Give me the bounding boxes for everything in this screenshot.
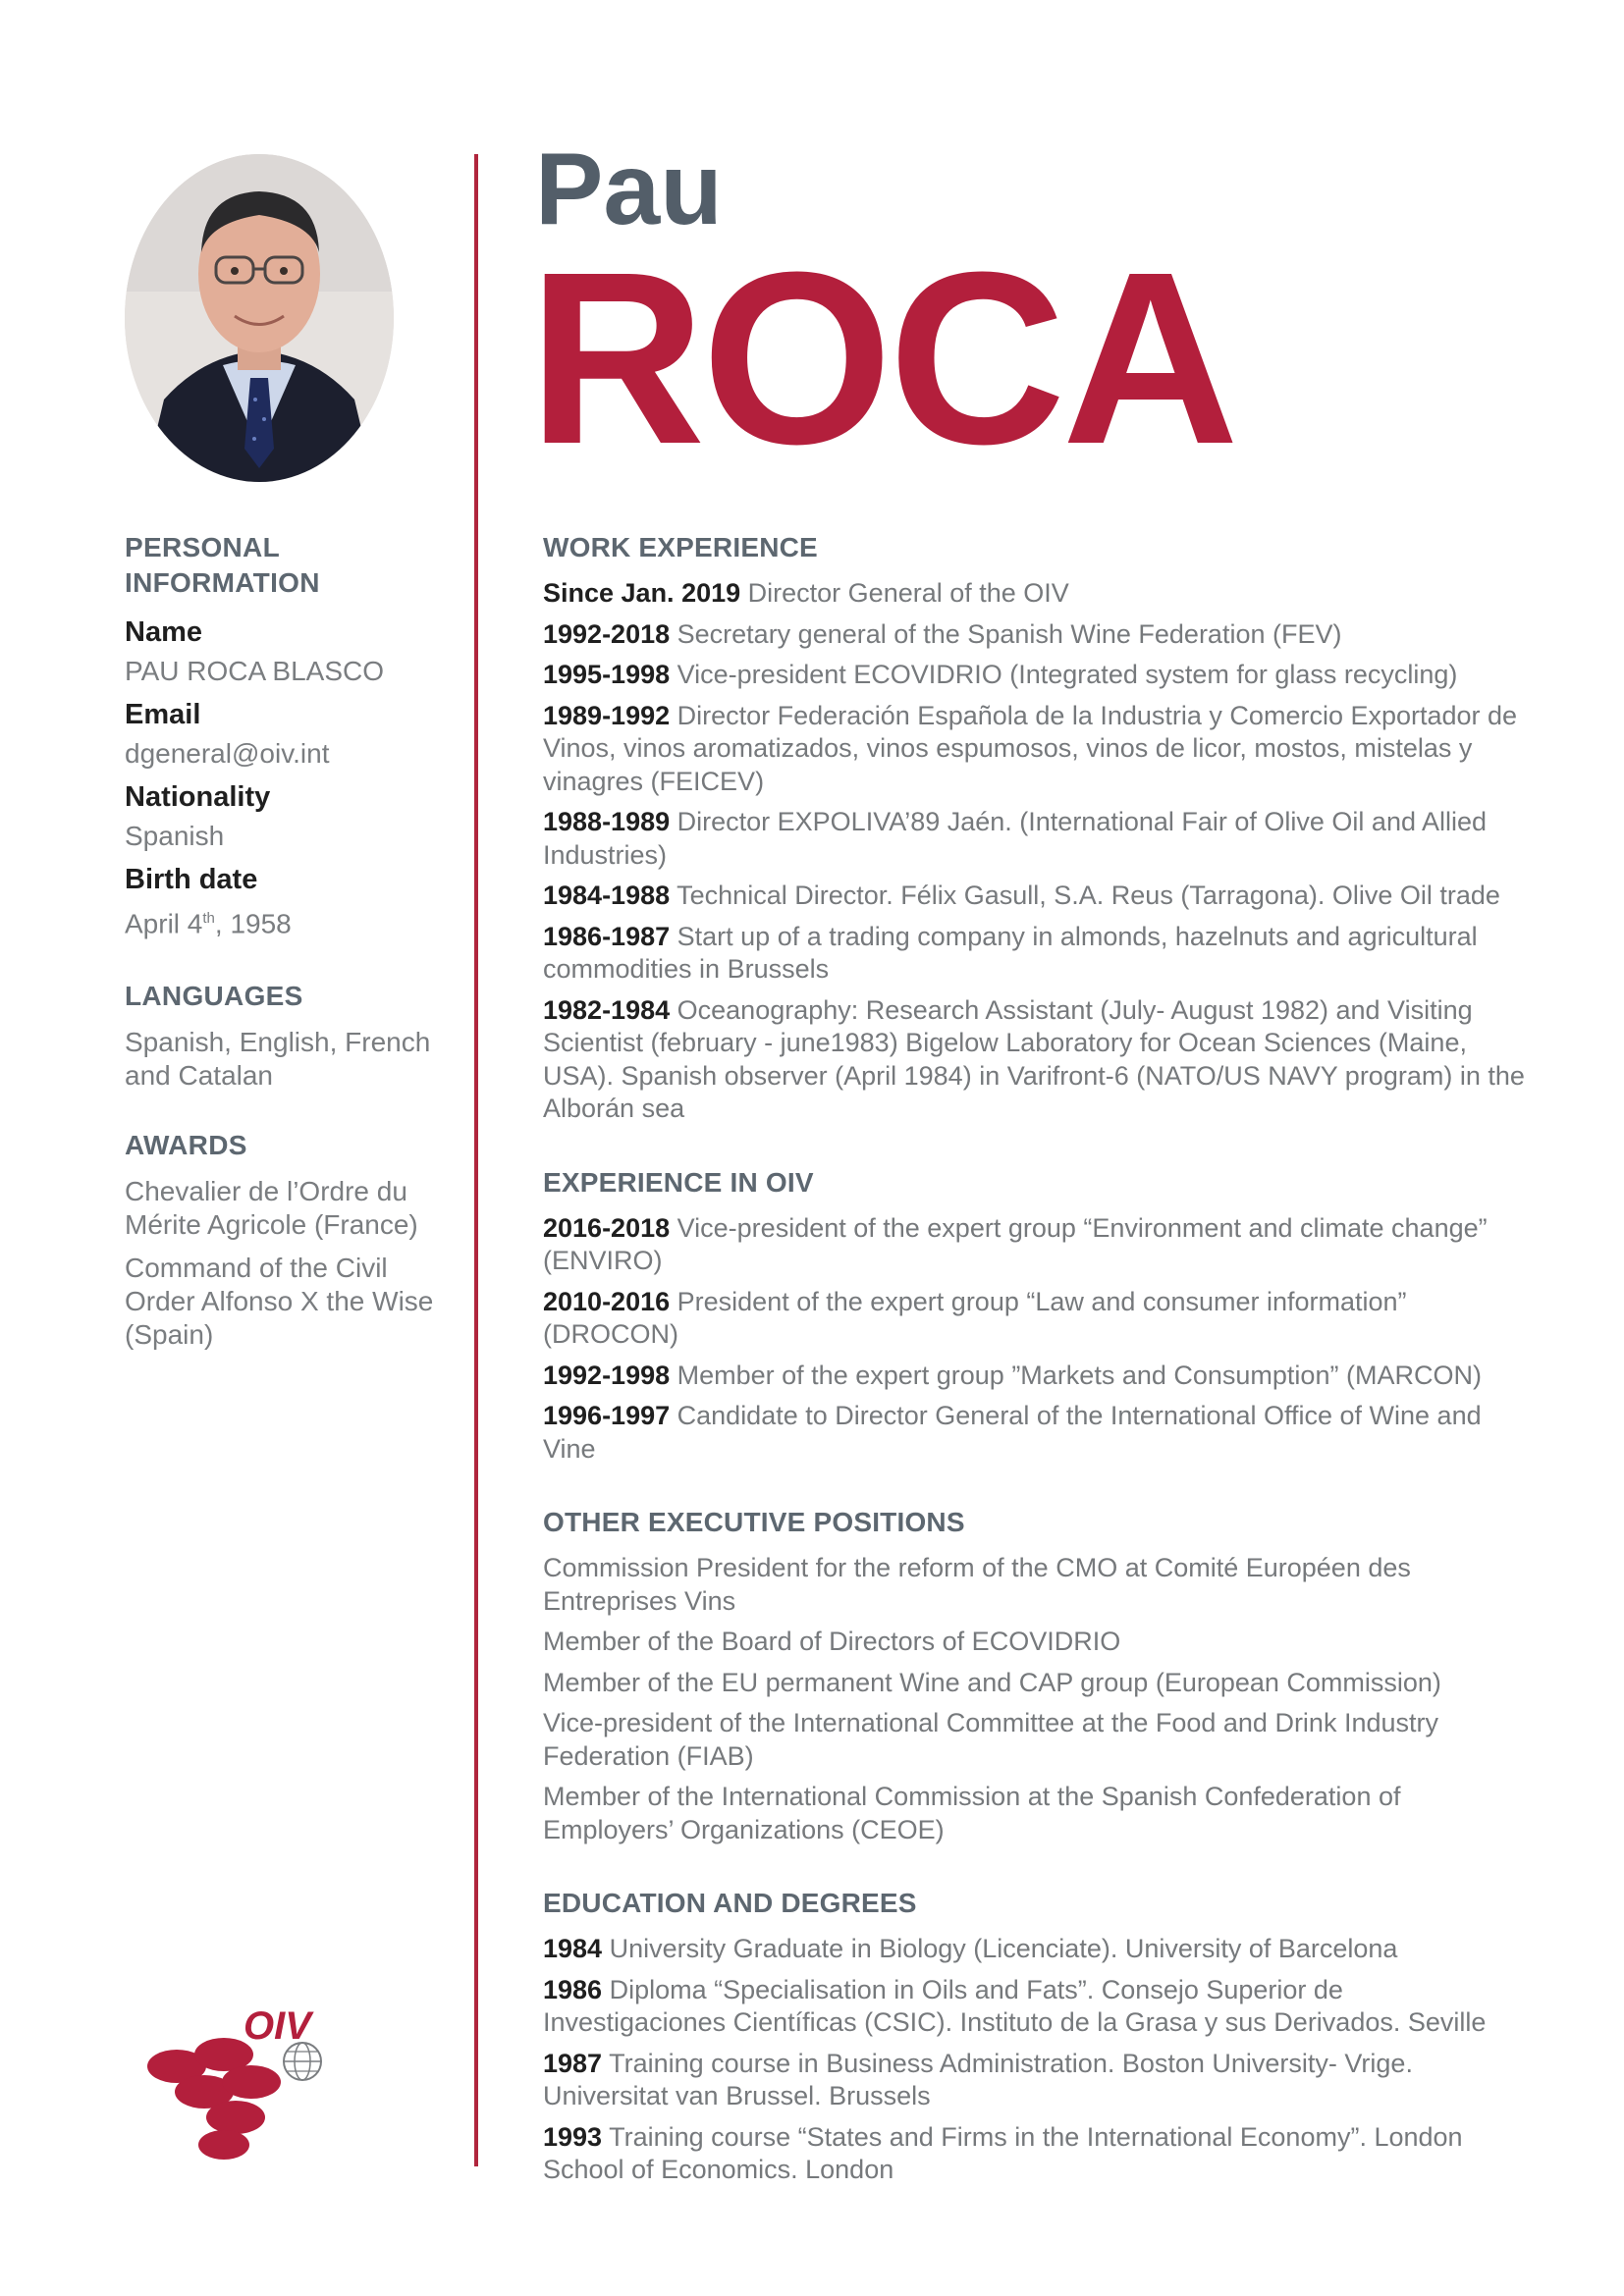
work-entry xyxy=(543,659,1525,692)
nationality-value: Spanish xyxy=(125,821,225,851)
entry-text: Member of the expert group ”Markets and Consumption” (MARCON) xyxy=(677,1360,1482,1390)
education-entry xyxy=(543,2048,1525,2113)
entry-year: 1996-1997 xyxy=(543,1401,671,1430)
entry-text: Director General of the OIV xyxy=(747,578,1069,608)
work-entry xyxy=(543,921,1525,987)
oiv-experience-heading: EXPERIENCE IN OIV xyxy=(543,1166,814,1198)
birth-date-year: , 1958 xyxy=(214,908,292,939)
work-entry xyxy=(543,994,1525,1126)
education-entry xyxy=(543,1933,1525,1966)
oiv-logo-text: OIV xyxy=(244,2004,311,2048)
work-experience-section xyxy=(543,530,1525,1126)
entry-text: Secretary general of the Spanish Wine Federation (FEV) xyxy=(677,618,1342,649)
executive-entry: Commission President for the reform of the CMO at Comité Européen des Entreprises Vins xyxy=(543,1553,1411,1616)
entry-text: Candidate to Director General of the International Office of Wine and Vine xyxy=(543,1401,1482,1464)
work-entry xyxy=(543,700,1525,799)
oiv-experience-section xyxy=(543,1165,1525,1467)
languages-value: Spanish, English, French and Catalan xyxy=(125,1027,431,1092)
education-section xyxy=(543,1886,1525,2187)
entry-year: 1995-1998 xyxy=(543,660,671,689)
personal-info-heading: PERSONAL INFORMATION xyxy=(125,532,320,598)
birth-date-value xyxy=(125,899,449,943)
entry-text: Diploma “Specialisation in Oils and Fats”. Consejo Superior de Investigaciones Científicas (CSIC). Instituto de la Grasa y sus Derivados. Seville xyxy=(543,1974,1487,2037)
entry-year: 2016-2018 xyxy=(543,1212,671,1243)
name-label: Name xyxy=(125,616,202,648)
work-entry xyxy=(543,618,1525,652)
entry-year: 1987 xyxy=(543,2048,603,2078)
award-item: Command of the Civil Order Alfonso X the Wise (Spain) xyxy=(125,1253,434,1351)
entry-year: 1984 xyxy=(543,1934,603,1963)
work-entry xyxy=(543,806,1525,872)
nationality-label: Nationality xyxy=(125,781,271,813)
oiv-entry xyxy=(543,1360,1525,1393)
entry-year: 1982-1984 xyxy=(543,994,671,1025)
entry-year: 1992-1998 xyxy=(543,1360,671,1390)
entry-year: 1988-1989 xyxy=(543,807,671,836)
languages-section xyxy=(125,979,449,1093)
last-name: ROCA xyxy=(528,221,1236,495)
entry-text: President of the expert group “Law and consumer information” (DROCON) xyxy=(543,1286,1407,1349)
entry-year: 1984-1988 xyxy=(543,881,671,910)
entry-text: Start up of a trading company in almonds, hazelnuts and agricultural commodities in Brussels xyxy=(543,921,1478,984)
entry-year: Since Jan. 2019 xyxy=(543,578,741,608)
executive-entry: Member of the International Commission at the Spanish Confederation of Employers’ Organizations (CEOE) xyxy=(543,1782,1401,1844)
birth-date-suffix: th xyxy=(202,910,215,927)
entry-year: 1986 xyxy=(543,1974,603,2004)
executive-entry: Vice-president of the International Committee at the Food and Drink Industry Federation (FIAB) xyxy=(543,1708,1438,1771)
oiv-entry xyxy=(543,1212,1525,1278)
entry-text: University Graduate in Biology (Licenciate). University of Barcelona xyxy=(609,1934,1398,1963)
email-value: dgeneral@oiv.int xyxy=(125,738,330,769)
birth-date-day: April 4 xyxy=(125,908,203,939)
left-column xyxy=(125,530,449,1387)
executive-entry: Member of the Board of Directors of ECOVIDRIO xyxy=(543,1627,1121,1656)
entry-text: Vice-president ECOVIDRIO (Integrated system for glass recycling) xyxy=(677,660,1458,689)
entry-text: Vice-president of the expert group “Environment and climate change” (ENVIRO) xyxy=(543,1212,1488,1275)
work-experience-heading: WORK EXPERIENCE xyxy=(543,532,818,562)
awards-section xyxy=(125,1128,449,1352)
entry-text: Training course in Business Administration. Boston University- Vrige. Universitat van Brussel. Brussels xyxy=(543,2048,1413,2110)
award-item: Chevalier de l’Ordre du Mérite Agricole (France) xyxy=(125,1176,418,1241)
oiv-entry xyxy=(543,1286,1525,1352)
birth-date-label: Birth date xyxy=(125,864,258,895)
executive-entry: Member of the EU permanent Wine and CAP group (European Commission) xyxy=(543,1667,1441,1697)
personal-info-section xyxy=(125,530,449,943)
entry-text: Director EXPOLIVA’89 Jaén. (International Fair of Olive Oil and Allied Industries) xyxy=(543,807,1488,870)
entry-year: 1992-2018 xyxy=(543,618,671,649)
entry-text: Training course “States and Firms in the International Economy”. London School of Economics. London xyxy=(543,2121,1463,2184)
work-entry xyxy=(543,880,1525,913)
entry-text: Oceanography: Research Assistant (July- August 1982) and Visiting Scientist (february - june1983) Bigelow Laboratory for Ocean Sciences (Maine, USA). Spanish observer (April 1984) in Varifront-6 (NATO/US NAVY program) in the Alborán sea xyxy=(543,994,1525,1123)
entry-year: 1986-1987 xyxy=(543,921,671,951)
oiv-logo xyxy=(145,1998,342,2164)
education-entry xyxy=(543,2121,1525,2187)
languages-heading: LANGUAGES xyxy=(125,981,303,1012)
education-heading: EDUCATION AND DEGREES xyxy=(543,1888,917,1918)
executive-positions-heading: OTHER EXECUTIVE POSITIONS xyxy=(543,1507,965,1537)
executive-positions-section xyxy=(543,1505,1525,1846)
entry-year: 2010-2016 xyxy=(543,1286,671,1316)
work-entry xyxy=(543,577,1525,611)
email-label: Email xyxy=(125,699,201,730)
entry-year: 1993 xyxy=(543,2121,603,2152)
awards-heading: AWARDS xyxy=(125,1130,247,1161)
education-entry xyxy=(543,1974,1525,2040)
entry-text: Technical Director. Félix Gasull, S.A. Reus (Tarragona). Olive Oil trade xyxy=(677,881,1500,910)
vertical-divider xyxy=(474,154,478,2166)
entry-year: 1989-1992 xyxy=(543,700,671,730)
first-name: Pau xyxy=(535,133,723,246)
name-value: PAU ROCA BLASCO xyxy=(125,656,385,686)
entry-text: Director Federación Española de la Industria y Comercio Exportador de Vinos, vinos aromatizados, vinos espumosos, vinos de licor, mostos, mistelas y vinagres (FEICEV) xyxy=(543,700,1518,796)
profile-photo xyxy=(125,154,394,482)
right-column xyxy=(543,530,1525,2226)
oiv-entry xyxy=(543,1400,1525,1466)
